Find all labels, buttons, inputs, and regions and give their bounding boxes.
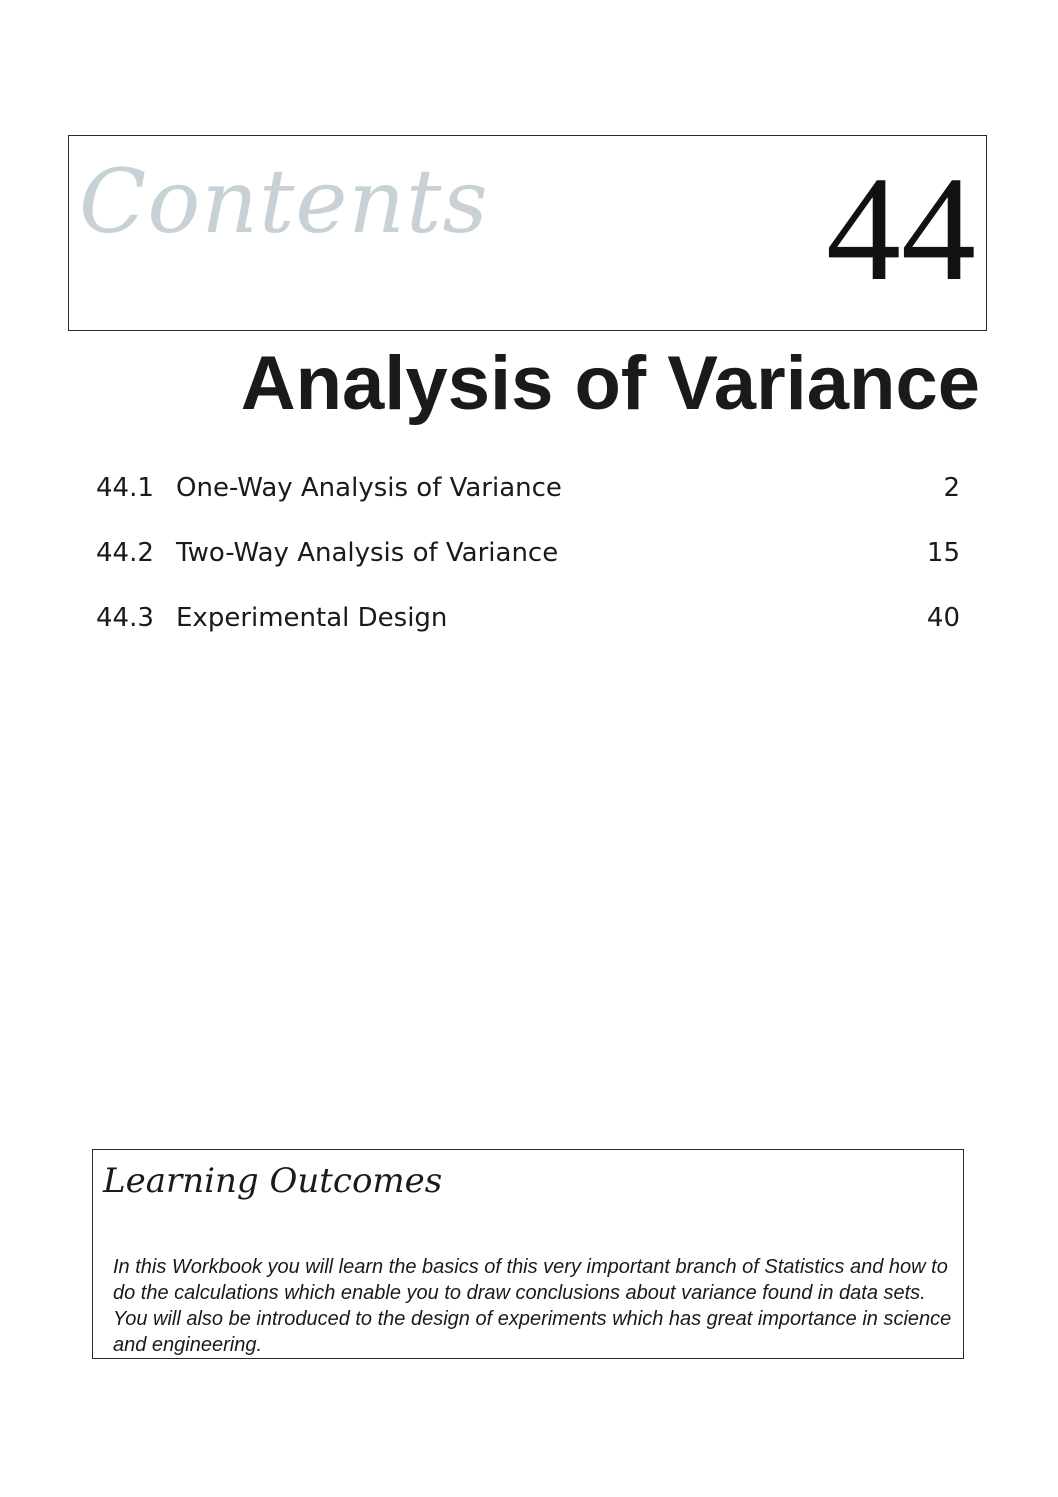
toc-entry[interactable] bbox=[96, 470, 960, 535]
chapter-title: Analysis of Variance bbox=[240, 341, 980, 426]
toc-entry[interactable] bbox=[96, 535, 960, 600]
table-of-contents bbox=[96, 470, 960, 665]
toc-section-number: 44.1 bbox=[96, 473, 154, 503]
toc-section-number: 44.3 bbox=[96, 603, 154, 633]
learning-outcomes-text: In this Workbook you will learn the basics of this very important branch of Statistics and how to do the calculations which enable you to draw conclusions about variance found in data sets. You will also be introduced to the design of experiments which has great importance in science and engineering. bbox=[113, 1256, 952, 1356]
learning-outcomes-heading: Learning Outcomes bbox=[103, 1161, 443, 1201]
contents-header-box bbox=[68, 135, 987, 331]
toc-page-number: 2 bbox=[943, 473, 960, 503]
chapter-number: 44 bbox=[826, 146, 976, 312]
toc-section-title: Two-Way Analysis of Variance bbox=[176, 538, 559, 568]
toc-section-number: 44.2 bbox=[96, 538, 154, 568]
toc-section-title: Experimental Design bbox=[176, 603, 448, 633]
learning-outcomes-box bbox=[92, 1149, 964, 1359]
toc-entry[interactable] bbox=[96, 600, 960, 665]
toc-page-number: 15 bbox=[926, 538, 960, 568]
toc-page-number: 40 bbox=[926, 603, 960, 633]
contents-heading: Contents bbox=[79, 150, 489, 253]
toc-section-title: One-Way Analysis of Variance bbox=[176, 473, 562, 503]
